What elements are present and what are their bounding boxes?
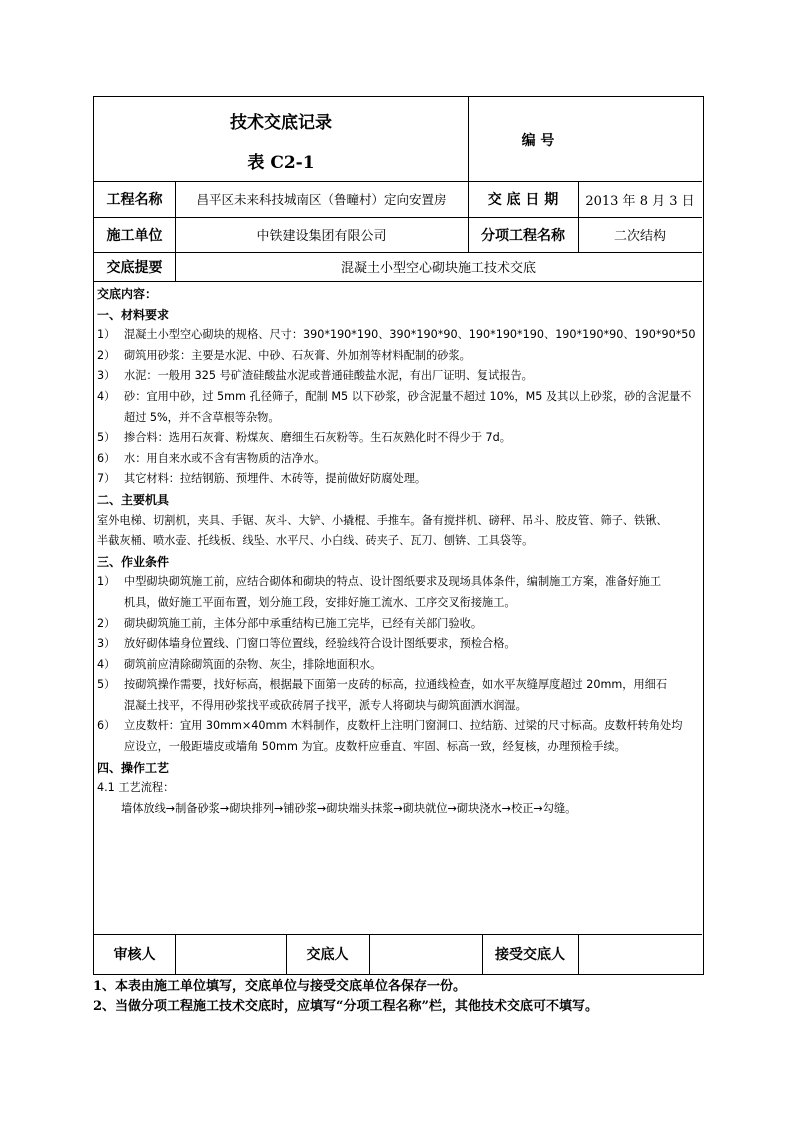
paragraph-line: 室外电梯、切割机，夹具、手锯、灰斗、大铲、小撬棍、手推车。备有搅拌机、磅秤、吊斗、胶皮管、筛子、铁锹、 xyxy=(97,513,668,527)
date-label: 交 底 日 期 xyxy=(487,192,559,208)
item-text: 砌筑用砂浆：主要是水泥、中砂、石灰膏、外加剂等材料配制的砂浆。 xyxy=(124,348,471,362)
list-item xyxy=(97,655,701,676)
item-text-continued: 超过 5%，并不含草根等杂物。 xyxy=(124,410,280,424)
discloser-signature-field[interactable] xyxy=(369,934,482,974)
contractor-value[interactable]: 中铁建设集团有限公司 xyxy=(256,229,387,244)
item-number: 5） xyxy=(97,431,116,445)
date-value[interactable]: 2013 年 8 月 3 日 xyxy=(585,193,695,209)
item-number: 3） xyxy=(97,369,116,383)
sub-project-label: 分项工程名称 xyxy=(481,227,565,244)
item-text: 其它材料：拉结钢筋、预埋件、木砖等，提前做好防腐处理。 xyxy=(124,472,427,486)
item-text: 立皮数杆：宜用 30mm×40mm 木料制作，皮数杆上注明门窗洞口、拉结筋、过梁的尺寸标高。皮数杆转角处均 xyxy=(124,719,683,733)
list-item xyxy=(97,716,701,737)
list-item xyxy=(97,346,701,367)
list-item xyxy=(97,325,701,346)
item-number: 1） xyxy=(97,328,116,342)
summary-label: 交底提要 xyxy=(106,259,163,276)
reviewer-signature-field[interactable] xyxy=(175,934,286,974)
item-number: 6） xyxy=(97,719,116,733)
item-number: 5） xyxy=(97,678,116,692)
form-title: 技术交底记录 xyxy=(230,112,332,133)
item-text: 中型砌块砌筑施工前，应结合砌体和砌块的特点、设计图纸要求及现场具体条件，编制施工方案，准备好施工 xyxy=(124,575,662,589)
discloser-label: 交底人 xyxy=(306,947,349,963)
item-number: 2） xyxy=(97,348,116,362)
list-item xyxy=(97,387,701,408)
project-name-value[interactable]: 昌平区未来科技城南区（鲁疃村）定向安置房 xyxy=(196,192,447,207)
summary-value[interactable]: 混凝土小型空心砌块施工技术交底 xyxy=(340,261,536,276)
list-item xyxy=(97,449,701,470)
item-number: 2） xyxy=(97,616,116,630)
item-number: 7） xyxy=(97,472,116,486)
list-item xyxy=(97,572,701,593)
item-number: 4） xyxy=(97,389,116,403)
footnote: 1、本表由施工单位填写，交底单位与接受交底单位各保存一份。 xyxy=(93,979,467,994)
item-text-continued: 应设立，一般距墙皮或墙角 50mm 为宜。皮数杆应垂直、牢固、标高一致，经复核，办理预检手续。 xyxy=(124,740,626,754)
subsection-title: 4.1 工艺流程： xyxy=(97,781,175,795)
item-text-continued: 机具，做好施工平面布置，划分施工段，安排好施工流水、工序交叉衔接施工。 xyxy=(124,595,516,609)
disclosure-form xyxy=(93,96,704,975)
list-item xyxy=(97,634,701,655)
list-item xyxy=(97,366,701,387)
item-text: 砂：宜用中砂，过 5mm 孔径筛子，配制 M5 以下砂浆，砂含泥量不超过 10%，M5 及其以上砂浆，砂的含泥量不 xyxy=(124,389,692,403)
item-number: 6） xyxy=(97,451,116,465)
receiver-label: 接受交底人 xyxy=(495,947,565,963)
sub-project-value[interactable]: 二次结构 xyxy=(613,229,666,244)
footnotes xyxy=(93,977,733,1017)
rule xyxy=(94,281,702,282)
list-item xyxy=(97,428,701,449)
item-number: 4） xyxy=(97,657,116,671)
item-text: 放好砌体墙身位置线、门窗口等位置线，经验线符合设计图纸要求，预检合格。 xyxy=(124,637,516,651)
serial-label: 编 号 xyxy=(521,133,555,149)
footnote: 2、当做分项工程施工技术交底时，应填写“分项工程名称”栏，其他技术交底可不填写。 xyxy=(93,999,599,1014)
receiver-signature-field[interactable] xyxy=(578,934,702,974)
section-title: 二、主要机具 xyxy=(97,492,170,507)
serial-value[interactable] xyxy=(608,125,702,155)
paragraph-line: 半截灰桶、喷水壶、托线板、线坠、水平尺、小白线、砖夹子、瓦刀、刨锛、工具袋等。 xyxy=(97,534,534,548)
item-text: 砌筑前应清除砌筑面的杂物、灰尘，排除地面积水。 xyxy=(124,657,382,671)
item-number: 3） xyxy=(97,637,116,651)
section-title: 一、材料要求 xyxy=(97,307,170,322)
section-title: 三、作业条件 xyxy=(97,554,170,569)
contractor-label: 施工单位 xyxy=(106,227,163,244)
item-text-continued: 混凝土找平，不得用砂浆找平或砍砖屑子找平，派专人将砌块与砌筑面洒水润湿。 xyxy=(124,698,527,712)
form-number: 表 C2-1 xyxy=(247,152,315,173)
item-text: 砌块砌筑施工前，主体分部中承重结构已施工完毕，已经有关部门验收。 xyxy=(124,616,483,630)
reviewer-label: 审核人 xyxy=(113,947,156,963)
list-item xyxy=(97,614,701,635)
section-title: 四、操作工艺 xyxy=(97,760,170,775)
item-text: 水：用自来水或不含有害物质的洁净水。 xyxy=(124,451,326,465)
item-text: 掺合料：选用石灰膏、粉煤灰、磨细生石灰粉等。生石灰熟化时不得少于 7d。 xyxy=(124,431,511,445)
disclosure-content xyxy=(97,284,701,819)
item-text: 混凝土小型空心砌块的规格、尺寸：390*190*190、390*190*90、190*190*190、190*190*90、190*90*50 xyxy=(124,328,696,342)
list-item xyxy=(97,675,701,696)
item-text: 按砌筑操作需要，找好标高，根据最下面第一皮砖的标高，拉通线检查，如水平灰缝厚度超过 20mm，用细石 xyxy=(124,678,668,692)
content-heading: 交底内容： xyxy=(97,287,158,301)
project-name-label: 工程名称 xyxy=(106,192,163,208)
process-flow: 墙体放线→制备砂浆→砌块排列→铺砂浆→砌块端头抹浆→砌块就位→砌块浇水→校正→勾缝。 xyxy=(121,801,577,815)
item-number: 1） xyxy=(97,575,116,589)
item-text: 水泥：一般用 325 号矿渣硅酸盐水泥或普通硅酸盐水泥，有出厂证明、复试报告。 xyxy=(124,369,533,383)
list-item xyxy=(97,469,701,490)
